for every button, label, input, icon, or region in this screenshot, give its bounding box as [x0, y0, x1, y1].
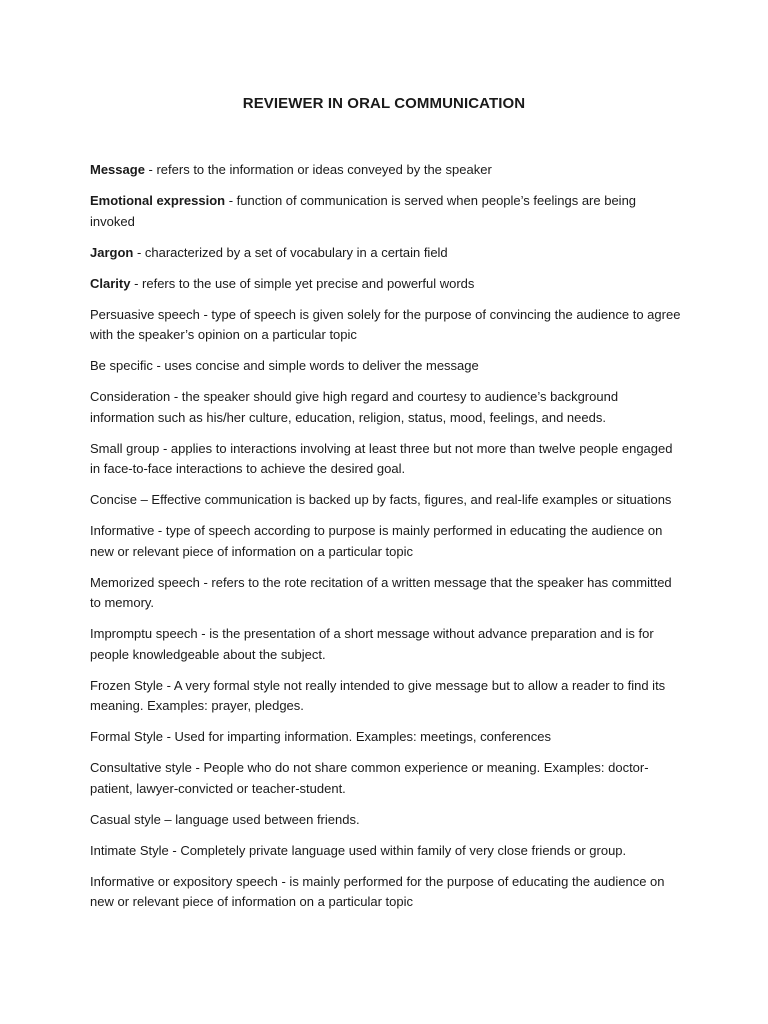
definition-term: Message [90, 162, 145, 177]
definition-text: - the speaker should give high regard and courtesy to audience’s background information such as his/her culture, education, religion, status, mood, feelings, and needs. [90, 389, 619, 425]
definition-entry [90, 727, 682, 748]
definition-term: Frozen Style [90, 677, 163, 693]
definition-term: Concise [90, 492, 137, 507]
definition-term: Intimate Style [90, 842, 169, 858]
definition-text: - uses concise and simple words to deliver the message [152, 358, 479, 373]
definition-list [90, 160, 682, 923]
definition-term: Jargon [90, 244, 134, 260]
definition-text: - refers to the use of simple yet precise and powerful words [130, 275, 475, 291]
definition-text: - is mainly performed for the purpose of educating the audience on new or relevant piece of information on a particular topic [90, 873, 665, 909]
definition-entry [90, 841, 682, 862]
definition-term: Persuasive speech [90, 306, 200, 322]
definition-entry [90, 439, 682, 480]
definition-term: Memorized speech [90, 574, 200, 590]
definition-text: – language used between friends. [160, 811, 360, 827]
definition-entry [90, 243, 682, 264]
definition-entry [90, 810, 682, 831]
definition-term: Emotional expression [90, 193, 226, 208]
definition-entry [90, 521, 682, 562]
definition-term: Consultative style [90, 760, 192, 775]
definition-text: - type of speech is given solely for the purpose of convincing the audience to agree with the speaker’s opinion on a particular topic [90, 306, 681, 342]
definition-entry [90, 872, 682, 913]
definition-text: - function of communication is served when people’s feelings are being invoked [90, 193, 637, 229]
definition-term: Small group [90, 440, 160, 456]
definition-entry [90, 676, 682, 717]
definition-entry [90, 758, 682, 799]
definition-text: - People who do not share common experience or meaning. Examples: doctor-patient, lawyer-convicted or teacher-student. [90, 760, 649, 796]
definition-text: - characterized by a set of vocabulary in a certain field [133, 244, 448, 260]
definition-entry [90, 305, 682, 346]
definition-text: - refers to the information or ideas conveyed by the speaker [144, 162, 492, 177]
definition-term: Casual style [90, 811, 161, 827]
definition-term: Formal Style [90, 729, 163, 744]
definition-text: - A very formal style not really intended to give message but to allow a reader to find its meaning. Examples: prayer, pledges. [90, 677, 666, 713]
definition-term: Informative or expository speech [90, 873, 278, 889]
definition-entry [90, 573, 682, 614]
definition-text: - Used for imparting information. Examples: meetings, conferences [162, 729, 551, 744]
definition-term: Impromptu speech [90, 626, 198, 641]
definition-entry [90, 490, 682, 511]
definition-term: Consideration [90, 389, 171, 404]
definition-entry [90, 624, 682, 665]
definition-entry [90, 160, 682, 181]
definition-text: - type of speech according to purpose is mainly performed in educating the audience on new or relevant piece of information on a particular topic [90, 523, 663, 559]
definition-text: - is the presentation of a short message without advance preparation and is for people knowledgeable about the subject. [90, 626, 654, 662]
definition-text: - applies to interactions involving at least three but not more than twelve people engaged in face-to-face interactions to achieve the desired goal. [90, 440, 673, 476]
definition-entry [90, 191, 682, 232]
page-title: REVIEWER IN ORAL COMMUNICATION [242, 95, 526, 112]
definition-term: Clarity [90, 275, 131, 291]
definition-term: Be specific [90, 358, 153, 373]
definition-text: - Completely private language used within family of very close friends or group. [168, 842, 627, 858]
definition-text: - refers to the rote recitation of a written message that the speaker has committed to memory. [90, 574, 672, 610]
definition-term: Informative [90, 523, 155, 538]
definition-text: – Effective communication is backed up by facts, figures, and real-life examples or situations [136, 492, 672, 507]
definition-entry [90, 274, 682, 295]
definition-entry [90, 356, 682, 377]
definition-entry [90, 387, 682, 428]
